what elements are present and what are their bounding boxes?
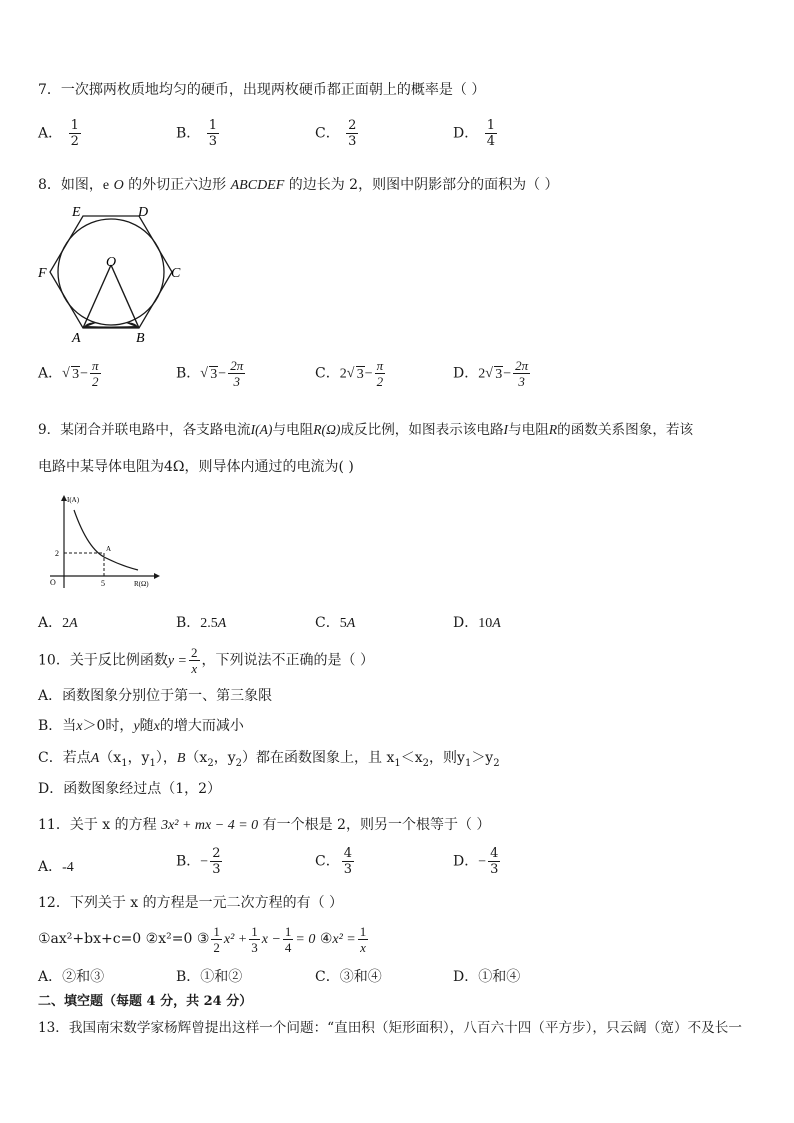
- shaded-region-bottom: [83, 326, 139, 328]
- q8-option-c: C．2√ 3− $\frac{\pi}{2}$: [315, 358, 387, 389]
- q8-option-a: A．√ 3− $\frac{\pi}{2}$: [38, 358, 103, 389]
- q11-option-c: C． $\frac{4}{3}$: [315, 846, 352, 877]
- q12-stem: 12．下列关于 x 的方程是一元二次方程的有（ ）: [38, 895, 344, 911]
- q10-option-c: C．若点$A(x_1$，$y_1$），$B(x_2$，$y_2$）都在函数图象上，且 $x_1<x_2$，则$y_1>y_2$: [38, 750, 500, 769]
- fraction: $\frac{1}{3}$: [208, 118, 218, 149]
- point-a-label: A: [106, 545, 112, 553]
- q12-option-d: D．①和④: [453, 969, 521, 985]
- origin-label: O: [50, 578, 56, 587]
- q8-stem: 8．如图，e O 的外切正六边形 ABCDEF 的边长为 2，则图中阴影部分的面积为（ ）: [38, 177, 559, 193]
- label-e: E: [72, 205, 81, 220]
- inscribed-circle: [58, 219, 164, 325]
- y-tick-2: 2: [55, 549, 59, 558]
- x-axis-label: R(Ω): [134, 580, 149, 588]
- q10-option-d: D．函数图象经过点（1，2）: [38, 781, 222, 797]
- segment-ob: [111, 265, 139, 328]
- fraction: $\frac{1}{4}$: [486, 118, 495, 149]
- q9-option-c: C．5A: [315, 615, 356, 631]
- label-b: B: [136, 331, 145, 346]
- q10-stem: 10．关于反比例函数y = $\frac{2}{x}$ ，下列说法不正确的是（ ）: [38, 645, 374, 676]
- q9-inverse-graph: [42, 492, 164, 590]
- q8-hexagon-figure: [36, 200, 186, 346]
- option-label: B．: [176, 125, 201, 142]
- q12-items: ①ax²+bx+c=0 ②x²=0 ③ $\frac{1}{2}$ x² + $\frac{1}{3}$ x − $\frac{1}{4}$ = 0 ④x² = $\frac{1}{x}$: [38, 923, 367, 955]
- q11-option-a: A．-4: [38, 859, 74, 875]
- inverse-curve: [74, 510, 138, 570]
- q10-option-b: B．当x＞0时，y随x的增大而减小: [38, 718, 244, 734]
- hexagon: [50, 216, 172, 328]
- q7-option-a: [38, 118, 83, 149]
- q8-option-b: B．√ 3− $\frac{2\pi}{3}$: [176, 358, 247, 389]
- label-f: F: [38, 266, 47, 281]
- y-axis-label: I(A): [67, 496, 80, 504]
- q9-stem-line1: 9．某闭合并联电路中，各支路电流I(A)与电阻R(Ω)成反比例，如图表示该电路I与电阻R的函数关系图象，若该: [38, 422, 694, 438]
- option-label: A．: [38, 125, 63, 142]
- q8-option-d: D．2√ 3− $\frac{2\pi}{3}$: [453, 358, 532, 389]
- label-a: A: [72, 331, 81, 346]
- label-c: C: [171, 266, 181, 281]
- q13-stem: 13．我国南宋数学家杨辉曾提出这样一个问题：“直田积（矩形面积），八百六十四（平方步），只云阔（宽）不及长一: [38, 1020, 742, 1036]
- option-label: C．: [315, 125, 340, 142]
- x-tick-5: 5: [101, 579, 105, 588]
- q10-option-a: A．函数图象分别位于第一、第三象限: [38, 688, 273, 704]
- label-o: O: [106, 255, 117, 270]
- q9-option-d: D．10A: [453, 615, 501, 631]
- segment-oa: [83, 265, 111, 328]
- q7-option-b: [176, 118, 221, 149]
- q12-option-b: B．①和②: [176, 969, 243, 985]
- label-d: D: [138, 205, 149, 220]
- q9-option-b: B．2.5A: [176, 615, 227, 631]
- option-label: D．: [453, 125, 479, 142]
- q9-stem-line2: 电路中某导体电阻为4Ω，则导体内通过的电流为( ): [38, 459, 354, 475]
- q11-option-d: D．− $\frac{4}{3}$: [453, 846, 499, 877]
- section-heading-fill-in: 二、填空题（每题 4 分，共 24 分）: [38, 994, 253, 1009]
- fraction: $\frac{2}{3}$: [348, 118, 357, 149]
- q11-stem: 11．关于 x 的方程 3x² + mx − 4 = 0 有一个根是 2，则另一个根等于（ ）: [38, 817, 491, 833]
- q7-option-c: [315, 118, 360, 149]
- q12-option-a: A．②和③: [38, 969, 105, 985]
- q11-option-b: B．− $\frac{2}{3}$: [176, 846, 221, 877]
- q7-option-d: [453, 118, 499, 149]
- q12-option-c: C．③和④: [315, 969, 382, 985]
- q9-option-a: A．2A: [38, 615, 78, 631]
- q7-stem: 7．一次掷两枚质地均匀的硬币，出现两枚硬币都正面朝上的概率是（ ）: [38, 82, 486, 98]
- fraction: $\frac{1}{2}$: [70, 118, 79, 149]
- x-axis-arrow: [154, 573, 160, 579]
